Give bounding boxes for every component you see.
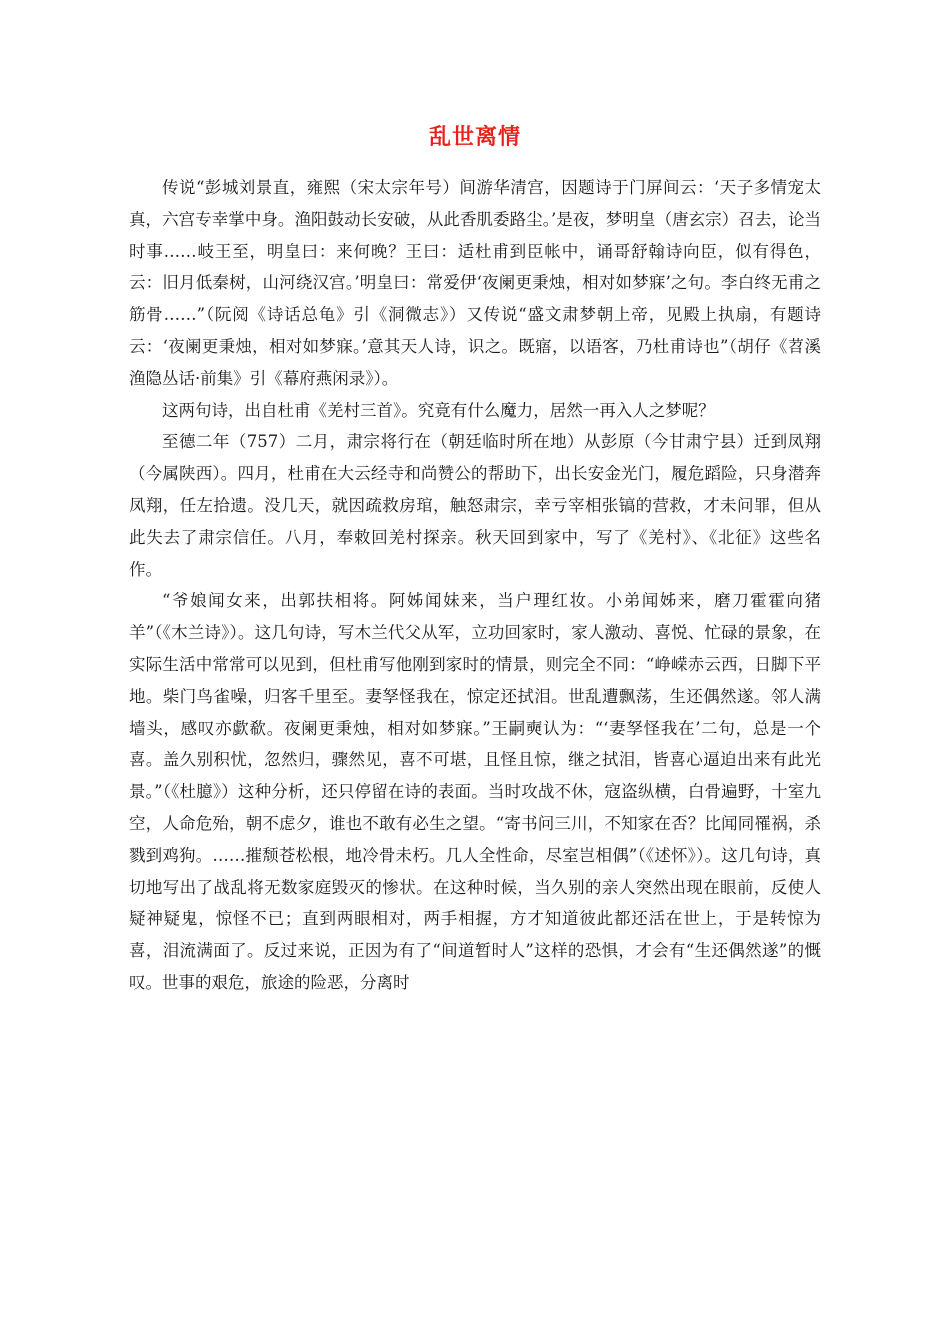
document-title: 乱世离情 bbox=[428, 125, 521, 150]
document-body bbox=[129, 172, 821, 999]
paragraph-4: “爷娘闻女来，出郭扶相将。阿姊闻妹来，当户理红妆。小弟闻姊来，磨刀霍霍向猪羊”（《木兰诗》）。这几句诗，写木兰代父从军，立功回家时，家人激动、喜悦、忙碌的景象，在实际生活中常常可以见到，但杜甫写他刚到家时的情景，则完全不同：“峥嵘赤云西，日脚下平地。柴门鸟雀噪，归客千里至。妻孥怪我在，惊定还拭泪。世乱遭飘荡，生还偶然遂。邻人满墙头，感叹亦歔欷。夜阑更秉烛，相对如梦寐。”王嗣奭认为：“‘妻孥怪我在’二句，总是一个喜。盖久别积忧，忽然归，骤然见，喜不可堪，且怪且惊，继之拭泪，皆喜心逼迫出来有此光景。”（《杜臆》）这种分析，还只停留在诗的表面。当时攻战不休，寇盗纵横，白骨遍野，十室九空，人命危殆，朝不虑夕，谁也不敢有必生之望。“寄书问三川，不知家在否？比闻同罹祸，杀戮到鸡狗。……摧颓苍松根，地冷骨未朽。几人全性命，尽室岂相偶”（《述怀》）。这几句诗，真切地写出了战乱将无数家庭毁灭的惨状。在这种时候，当久别的亲人突然出现在眼前，反使人疑神疑鬼，惊怪不已；直到两眼相对，两手相握，方才知道彼此都还活在世上，于是转惊为喜，泪流满面了。反过来说，正因为有了“间道暂时人”这样的恐惧，才会有“生还偶然遂”的慨叹。世事的艰危，旅途的险恶，分离时 bbox=[129, 591, 821, 992]
paragraph-1: 传说“彭城刘景直，雍熙（宋太宗年号）间游华清宫，因题诗于门屏间云：‘天子多情宠太真，六宫专幸掌中身。渔阳鼓动长安破，从此香肌委路尘。’是夜，梦明皇（唐玄宗）召去，论当时事……岐王至，明皇曰：来何晚？王曰：适杜甫到臣帐中，诵哥舒翰诗向臣，似有得色，云：旧月低秦树，山河绕汉宫。’明皇曰：常爱伊‘夜阑更秉烛，相对如梦寐’之句。李白终无甫之筋骨……”（阮阅《诗话总龟》引《洞微志》）又传说“盛文肃梦朝上帝，见殿上执扇，有题诗云：‘夜阑更秉烛，相对如梦寐。’意其天人诗，识之。既寤，以语客，乃杜甫诗也”（胡仔《苕溪渔隐丛话·前集》引《幕府燕闲录》）。 bbox=[129, 178, 821, 388]
paragraph-3: 至德二年（757）二月，肃宗将行在（朝廷临时所在地）从彭原（今甘肃宁县）迁到凤翔（今属陕西）。四月，杜甫在大云经寺和尚赞公的帮助下，出长安金光门，履危蹈险，只身潜奔凤翔，任左拾遗。没几天，就因疏救房琯，触怒肃宗，幸亏宰相张镐的营救，才未问罪，但从此失去了肃宗信任。八月，奉敕回羌村探亲。秋天回到家中，写了《羌村》、《北征》这些名作。 bbox=[129, 432, 821, 579]
paragraph-2: 这两句诗，出自杜甫《羌村三首》。究竟有什么魔力，居然一再入人之梦呢？ bbox=[162, 400, 715, 420]
